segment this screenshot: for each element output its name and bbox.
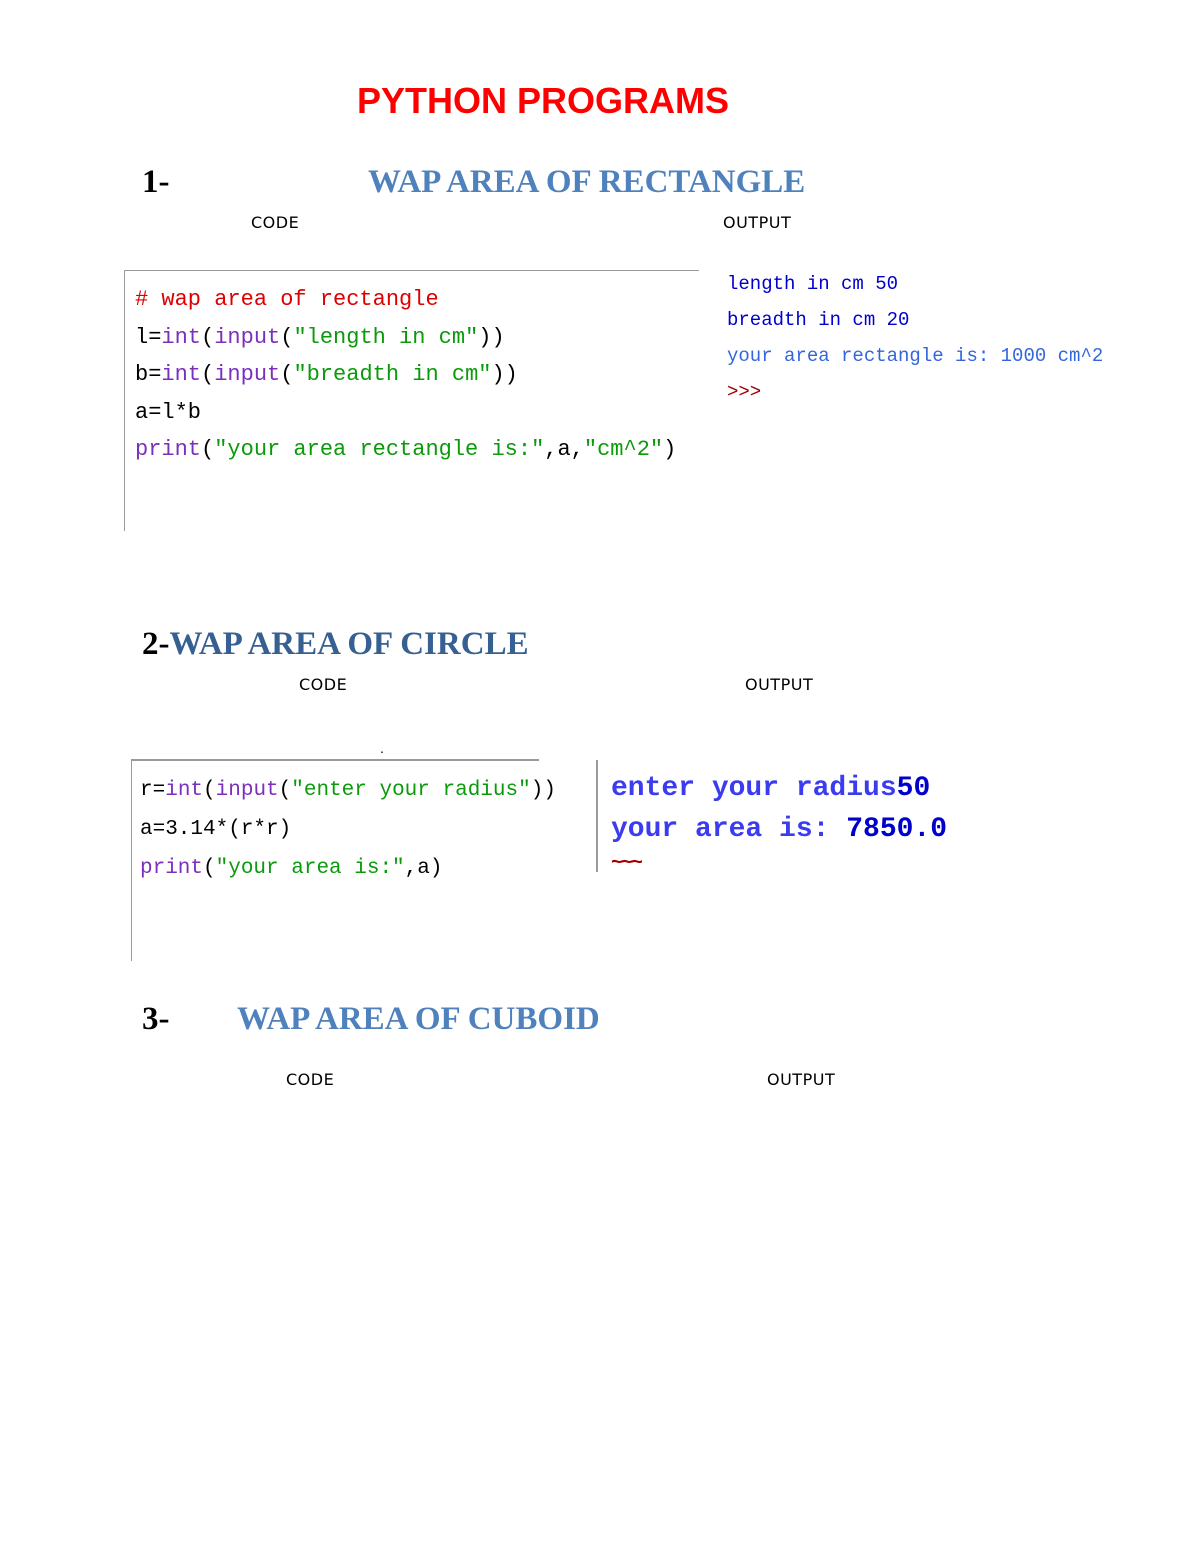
output-line: [611, 768, 947, 809]
code-block: [140, 771, 556, 888]
section-1-code-label: CODE: [251, 213, 300, 232]
code-token: input: [214, 324, 281, 350]
code-token: b=: [135, 362, 162, 387]
section-2-number: 2-: [142, 626, 170, 662]
output-divider: [596, 760, 598, 872]
output-rectangle: [727, 266, 1103, 410]
code-line: [135, 356, 676, 394]
output-line: length in cm 50: [727, 273, 899, 295]
section-1-output-label: OUTPUT: [723, 213, 792, 232]
section-2-code-label: CODE: [299, 675, 348, 694]
code-line: [140, 849, 556, 888]
output-value: 7850.0: [846, 814, 948, 845]
section-2-heading-row: [142, 626, 529, 663]
code-line: [135, 319, 676, 357]
code-token: input: [215, 779, 279, 802]
output-line: breadth in cm 20: [727, 309, 910, 331]
code-line: # wap area of rectangle: [135, 287, 439, 312]
output-value: 50: [896, 773, 931, 804]
output-text: your area is:: [611, 814, 847, 845]
code-token: ): [663, 437, 677, 462]
code-token: "length in cm": [293, 324, 479, 350]
section-1-heading: WAP AREA OF RECTANGLE: [368, 164, 806, 200]
code-line: a=l*b: [135, 399, 202, 425]
output-line: [611, 809, 947, 850]
code-token: "cm^2": [583, 437, 664, 462]
code-box-circle: [131, 759, 556, 961]
output-circle: [611, 768, 947, 850]
page-title: PYTHON PROGRAMS: [357, 80, 730, 121]
code-token: (: [203, 779, 216, 802]
code-token: "your area is:": [215, 857, 405, 880]
section-3-number: 3-: [142, 1001, 170, 1037]
section-3-heading: WAP AREA OF CUBOID: [237, 1001, 600, 1037]
output-line: your area rectangle is: 1000 cm^2: [727, 345, 1104, 367]
code-token: (: [201, 437, 215, 462]
code-token: (: [201, 324, 215, 350]
code-token: (: [280, 362, 294, 387]
code-token: int: [161, 362, 202, 387]
code-token: ,a): [404, 857, 443, 880]
code-token: (: [278, 779, 292, 802]
shell-prompt: >>>: [727, 381, 762, 403]
code-token: print: [140, 857, 204, 880]
section-3-output-label: OUTPUT: [767, 1070, 836, 1089]
code-token: input: [214, 362, 281, 387]
code-token: (: [201, 362, 215, 387]
code-line: a=3.14*(r*r): [140, 818, 292, 841]
code-token: )): [478, 324, 505, 350]
section-1-number: 1-: [142, 164, 170, 200]
code-token: "enter your radius": [291, 779, 531, 802]
code-token: print: [135, 437, 202, 462]
code-token: r=: [140, 779, 166, 802]
code-block: [135, 281, 676, 469]
code-token: )): [491, 362, 518, 387]
code-box-rectangle: [124, 270, 699, 531]
code-line: [135, 431, 676, 469]
code-token: "your area rectangle is:": [214, 437, 545, 462]
section-2-output-label: OUTPUT: [745, 675, 814, 694]
section-2-heading: WAP AREA OF CIRCLE: [169, 626, 529, 662]
code-token: ,a,: [544, 437, 584, 462]
code-token: )): [530, 779, 556, 802]
code-token: (: [280, 324, 294, 350]
shell-prompt: ~~~: [611, 852, 642, 875]
code-token: l=: [135, 324, 162, 350]
code-token: (: [203, 857, 216, 880]
stray-dot: .: [380, 740, 384, 756]
code-line: [140, 771, 556, 810]
output-text: enter your radius: [611, 773, 897, 804]
code-token: int: [161, 324, 202, 350]
section-3-code-label: CODE: [286, 1070, 335, 1089]
code-token: "breadth in cm": [293, 362, 492, 387]
code-token: int: [165, 779, 204, 802]
